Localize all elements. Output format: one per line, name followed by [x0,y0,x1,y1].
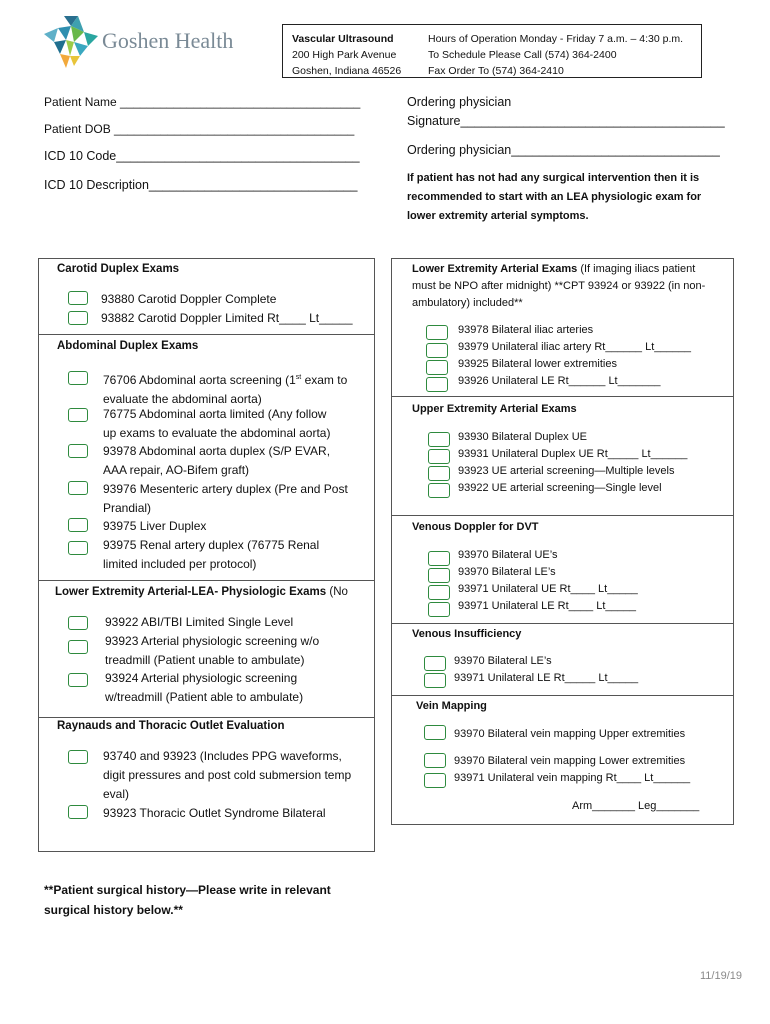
ordering-physician-label: Ordering physician [407,95,512,109]
checkbox-93930[interactable] [428,432,450,447]
checkbox-93923-ue[interactable] [428,466,450,481]
checkbox-93970-le[interactable] [428,568,450,583]
arm-leg-field[interactable]: Arm_______ Leg_______ [572,800,700,812]
icd10-code-field[interactable]: ICD 10 Code___________________________________ [44,149,360,163]
divider [392,515,733,516]
exam-93924-label: 93924 Arterial physiologic screening w/treadmill (Patient able to ambulate) [105,671,304,704]
checkbox-93971-ue[interactable] [428,585,450,600]
fax-number: Fax Order To (574) 364-2410 [428,65,564,77]
checkbox-93979[interactable] [426,343,448,358]
raynauds-section-title: Raynauds and Thoracic Outlet Evaluation [57,720,285,732]
exam-93923-ue-label: 93923 UE arterial screening—Multiple levels [458,465,675,477]
checkbox-93975-renal[interactable] [68,541,88,555]
checkbox-93971-insuff[interactable] [424,673,446,688]
exam-93922-label: 93922 ABI/TBI Limited Single Level [105,615,294,629]
exam-93970-ue-label: 93970 Bilateral UE’s [458,549,558,561]
checkbox-93975-liver[interactable] [68,518,88,532]
schedule-phone: To Schedule Please Call (574) 364-2400 [428,49,617,61]
lea-section-title: Lower Extremity Arterial-LEA- Physiologic Exams (No [55,586,348,598]
exam-93923-label: 93923 Arterial physiologic screening w/o treadmill (Patient unable to ambulate) [105,634,320,667]
exam-93971-le-label: 93971 Unilateral LE Rt____ Lt_____ [458,600,636,612]
checkbox-93924[interactable] [68,673,88,687]
checkbox-93970-ue[interactable] [428,551,450,566]
abdominal-section-title: Abdominal Duplex Exams [57,340,199,352]
revision-date: 11/19/19 [700,970,743,982]
checkbox-76706[interactable] [68,371,88,385]
exam-93880-label: 93880 Carotid Doppler Complete [101,292,277,306]
carotid-section-title: Carotid Duplex Exams [57,263,180,275]
logo-mark-icon [44,16,98,68]
divider [392,695,733,696]
physician-signature-field[interactable]: Signature______________________________________ [407,114,725,128]
dvt-section-title: Venous Doppler for DVT [412,521,539,533]
checkbox-93925[interactable] [426,360,448,375]
exam-93970-insuff-label: 93970 Bilateral LE’s [454,655,552,667]
lower-extremity-section-title: Lower Extremity Arterial Exams (If imaging iliacs patient must be NPO after midnight) **CPT 93924 or 93922 (in non- ambulatory) included** [412,263,706,309]
exam-93970-upper-mapping-label: 93970 Bilateral vein mapping Upper extremities [454,728,686,740]
right-exam-panel [391,258,734,825]
exam-93882-label: 93882 Carotid Doppler Limited Rt____ Lt_____ [101,311,353,325]
header-info-box [282,24,702,78]
exam-93922-ue-label: 93922 UE arterial screening—Single level [458,482,662,494]
checkbox-93931[interactable] [428,449,450,464]
vein-mapping-title: Vein Mapping [416,700,487,712]
checkbox-93971-le[interactable] [428,602,450,617]
checkbox-93740[interactable] [68,750,88,764]
exam-93925-label: 93925 Bilateral lower extremities [458,358,617,370]
address-line-1: 200 High Park Avenue [292,49,397,61]
divider [39,334,374,335]
lea-recommendation-note: If patient has not had any surgical intervention then it is recommended to start with an LEA physiologic exam for lower extremity arterial symptoms. [407,172,702,222]
left-exam-panel [38,258,375,852]
checkbox-93976[interactable] [68,481,88,495]
exam-93978-aorta-label: 93978 Abdominal aorta duplex (S/P EVAR, AAA repair, AO-Bifem graft) [103,444,331,477]
exam-76706-label: 76706 Abdominal aorta screening (1st exam to evaluate the abdominal aorta) [103,373,348,406]
exam-76775-label: 76775 Abdominal aorta limited (Any follow up exams to evaluate the abdominal aorta) [103,407,331,440]
exam-93971-ue-label: 93971 Unilateral UE Rt____ Lt_____ [458,583,638,595]
checkbox-93882[interactable] [68,311,88,325]
checkbox-93970-upper-mapping[interactable] [424,725,446,740]
exam-93970-lower-mapping-label: 93970 Bilateral vein mapping Lower extremities [454,755,686,767]
ordering-physician-field[interactable]: Ordering physician______________________________ [407,143,720,157]
checkbox-93971-mapping[interactable] [424,773,446,788]
exam-93970-le-label: 93970 Bilateral LE’s [458,566,556,578]
department-title: Vascular Ultrasound [292,33,394,45]
hours-of-operation: Hours of Operation Monday - Friday 7 a.m. – 4:30 p.m. [428,33,684,45]
checkbox-93978[interactable] [68,444,88,458]
logo-text: Goshen Health [102,28,234,53]
exam-93978-iliac-label: 93978 Bilateral iliac arteries [458,324,594,336]
divider [39,717,374,718]
exam-93740-label: 93740 and 93923 (Includes PPG waveforms, digit pressures and post cold submersion temp eval) [103,749,352,801]
exam-93975-liver-label: 93975 Liver Duplex [103,519,207,533]
venous-insufficiency-title: Venous Insufficiency [412,628,522,640]
checkbox-76775[interactable] [68,408,88,422]
checkbox-93970-insuff[interactable] [424,656,446,671]
checkbox-93970-lower-mapping[interactable] [424,753,446,768]
exam-93931-label: 93931 Unilateral Duplex UE Rt_____ Lt______ [458,448,688,460]
surgical-history-note: **Patient surgical history—Please write in relevant surgical history below.** [44,883,331,917]
divider [392,396,733,397]
upper-extremity-section-title: Upper Extremity Arterial Exams [412,403,577,415]
checkbox-93923[interactable] [68,640,88,654]
exam-93975-renal-label: 93975 Renal artery duplex (76775 Renal limited included per protocol) [103,538,320,571]
goshen-health-logo [44,16,234,68]
exam-93971-insuff-label: 93971 Unilateral LE Rt_____ Lt_____ [454,672,639,684]
exam-93971-mapping-label: 93971 Unilateral vein mapping Rt____ Lt______ [454,772,691,784]
exam-93930-label: 93930 Bilateral Duplex UE [458,431,588,443]
checkbox-93880[interactable] [68,291,88,305]
checkbox-93923-thoracic[interactable] [68,805,88,819]
checkbox-93978-iliac[interactable] [426,325,448,340]
checkbox-93926[interactable] [426,377,448,392]
checkbox-93922-ue[interactable] [428,483,450,498]
exam-93923-thoracic-label: 93923 Thoracic Outlet Syndrome Bilateral [103,806,326,820]
exam-93979-label: 93979 Unilateral iliac artery Rt______ Lt______ [458,341,691,353]
divider [39,580,374,581]
patient-name-field[interactable]: Patient Name ____________________________________ [44,95,361,109]
exam-93976-label: 93976 Mesenteric artery duplex (Pre and Post Prandial) [103,482,348,515]
address-line-2: Goshen, Indiana 46526 [292,65,402,77]
checkbox-93922[interactable] [68,616,88,630]
exam-93926-label: 93926 Unilateral LE Rt______ Lt_______ [458,375,661,387]
patient-dob-field[interactable]: Patient DOB ____________________________________ [44,122,355,136]
divider [392,623,733,624]
icd10-description-field[interactable]: ICD 10 Description______________________________ [44,178,358,192]
